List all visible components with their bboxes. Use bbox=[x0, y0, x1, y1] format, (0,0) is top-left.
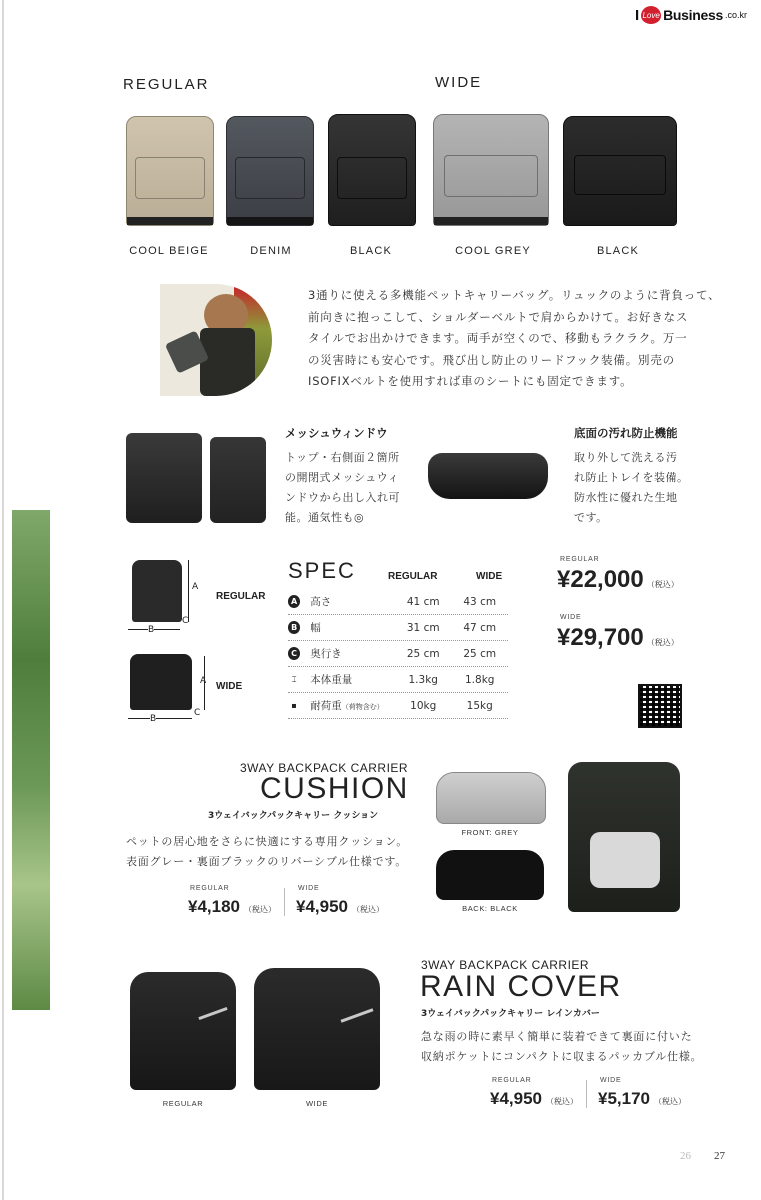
color-caption-denim: DENIM bbox=[250, 245, 292, 257]
bag-image-black-wide bbox=[563, 116, 677, 226]
rain-wide-label: WIDE bbox=[600, 1077, 622, 1084]
price-wide: ¥29,700 （税込） bbox=[557, 624, 679, 651]
cushion-front-caption: FRONT: GREY bbox=[461, 828, 519, 837]
diagram-regular-label: REGULAR bbox=[216, 591, 266, 602]
cushion-front-image bbox=[436, 772, 546, 824]
spec-row-load: ▪ 耐荷重（荷物含む） 10kg 15kg bbox=[288, 693, 508, 719]
cushion-price-wide: ¥4,950 （税込） bbox=[296, 897, 384, 916]
price-regular: ¥22,000 （税込） bbox=[557, 566, 679, 593]
spec-row-depth: C 奥行き 25 cm 25 cm bbox=[288, 641, 508, 667]
scale-icon: ⌶ bbox=[291, 674, 297, 684]
logo-prefix: I bbox=[634, 6, 640, 24]
cushion-sub-jp: 3ウェイバックパックキャリー クッション bbox=[208, 811, 379, 821]
spec-table bbox=[288, 589, 508, 719]
regular-header: REGULAR bbox=[123, 76, 210, 93]
dimension-diagram-wide: A B C bbox=[124, 652, 218, 730]
cushion-title: CUSHION bbox=[260, 772, 409, 805]
page-edge bbox=[2, 0, 4, 1200]
rain-sub-jp: 3ウェイバックパックキャリー レインカバー bbox=[421, 1009, 600, 1019]
rain-title: RAIN COVER bbox=[420, 970, 622, 1003]
mesh-window-image-top bbox=[126, 433, 202, 523]
rain-cover-caption-regular: REGULAR bbox=[162, 1099, 204, 1108]
rain-sub-en: 3WAY BACKPACK CARRIER bbox=[421, 958, 590, 972]
bag-image-black-regular bbox=[328, 114, 416, 226]
rain-cover-caption-wide: WIDE bbox=[306, 1099, 328, 1108]
tray-title: 底面の汚れ防止機能 bbox=[574, 426, 678, 440]
cushion-regular-label: REGULAR bbox=[190, 885, 230, 892]
cushion-back-image bbox=[436, 850, 544, 900]
bag-image-cool-grey bbox=[433, 114, 549, 226]
page-number-right: 27 bbox=[714, 1150, 725, 1162]
price-regular-label: REGULAR bbox=[560, 556, 600, 563]
site-logo bbox=[635, 6, 747, 24]
bag-image-denim bbox=[226, 116, 314, 226]
cushion-price-regular: ¥4,180 （税込） bbox=[188, 897, 276, 916]
intro-text: 3通りに使える多機能ペットキャリーバッグ。リュックのように背負って、 前向きに抱っこして、ショルダーベルトで肩からかけて。お好きなス タイルでお出かけできます。両手が空くので、移動もラクラク。万一 の災害時にも安心です。飛び出し防止のリードフック装備。別売の ISOFIXベルトを使用すれば車のシートにも固定できます。 bbox=[308, 288, 721, 388]
c-icon: C bbox=[288, 647, 300, 660]
rain-regular-label: REGULAR bbox=[492, 1077, 532, 1084]
bag-image-cool-beige bbox=[126, 116, 214, 226]
qr-code-icon[interactable] bbox=[638, 684, 682, 728]
divider bbox=[284, 888, 285, 916]
cushion-desc: ペットの居心地をさらに快適にする専用クッション。 表面グレー・裏面ブラックのリバーシブル仕様です。 bbox=[126, 835, 409, 868]
divider bbox=[586, 1080, 587, 1108]
wide-header: WIDE bbox=[435, 74, 483, 91]
price-wide-label: WIDE bbox=[560, 614, 582, 621]
cushion-sub-en: 3WAY BACKPACK CARRIER bbox=[240, 761, 409, 775]
rain-price-regular: ¥4,950 （税込） bbox=[490, 1089, 578, 1108]
spec-row-width: B 幅 31 cm 47 cm bbox=[288, 615, 508, 641]
mesh-window-title: メッシュウィンドウ bbox=[285, 426, 388, 440]
dog-photo bbox=[160, 284, 272, 396]
spec-col-regular: REGULAR bbox=[388, 571, 438, 582]
tray-image bbox=[428, 453, 548, 499]
tray-body: 取り外して洗える汚 れ防止トレイを装備。 防水性に優れた生地 です。 bbox=[574, 451, 689, 524]
rain-cover-image-regular bbox=[130, 972, 236, 1090]
color-caption-cool-beige: COOL BEIGE bbox=[129, 245, 209, 257]
cushion-back-caption: BACK: BLACK bbox=[462, 904, 518, 913]
logo-tld: .co.kr bbox=[724, 10, 747, 20]
foliage-strip bbox=[12, 510, 50, 1010]
dimension-diagram-regular: A B C bbox=[126, 556, 210, 640]
heart-icon: Love bbox=[641, 6, 661, 24]
weight-icon: ▪ bbox=[291, 701, 297, 710]
diagram-wide-label: WIDE bbox=[216, 681, 243, 692]
spec-row-height: A 高さ 41 cm 43 cm bbox=[288, 589, 508, 615]
rain-price-wide: ¥5,170 （税込） bbox=[598, 1089, 686, 1108]
logo-brand: Business bbox=[663, 7, 723, 23]
spec-title: SPEC bbox=[288, 558, 356, 583]
mesh-window-image-side bbox=[210, 437, 266, 523]
rain-cover-image-wide bbox=[254, 968, 380, 1090]
color-caption-black: BLACK bbox=[349, 245, 393, 257]
mesh-window-body: トップ・右側面２箇所 の開閉式メッシュウィ ンドウから出し入れ可 能。通気性も◎ bbox=[285, 451, 400, 524]
color-caption-cool-grey: COOL GREY bbox=[455, 245, 531, 257]
page-number-left: 26 bbox=[680, 1150, 691, 1162]
rain-desc: 急な雨の時に素早く簡単に装着できて裏面に付いた 収納ポケットにコンパクトに収まるパッカブル仕様。 bbox=[421, 1030, 703, 1063]
cushion-wide-label: WIDE bbox=[298, 885, 320, 892]
spec-row-weight: ⌶ 本体重量 1.3kg 1.8kg bbox=[288, 667, 508, 693]
cushion-in-bag-image bbox=[568, 762, 680, 912]
a-icon: A bbox=[288, 595, 300, 608]
spec-col-wide: WIDE bbox=[476, 571, 503, 582]
color-caption-black-wide: BLACK bbox=[596, 245, 640, 257]
b-icon: B bbox=[288, 621, 300, 634]
